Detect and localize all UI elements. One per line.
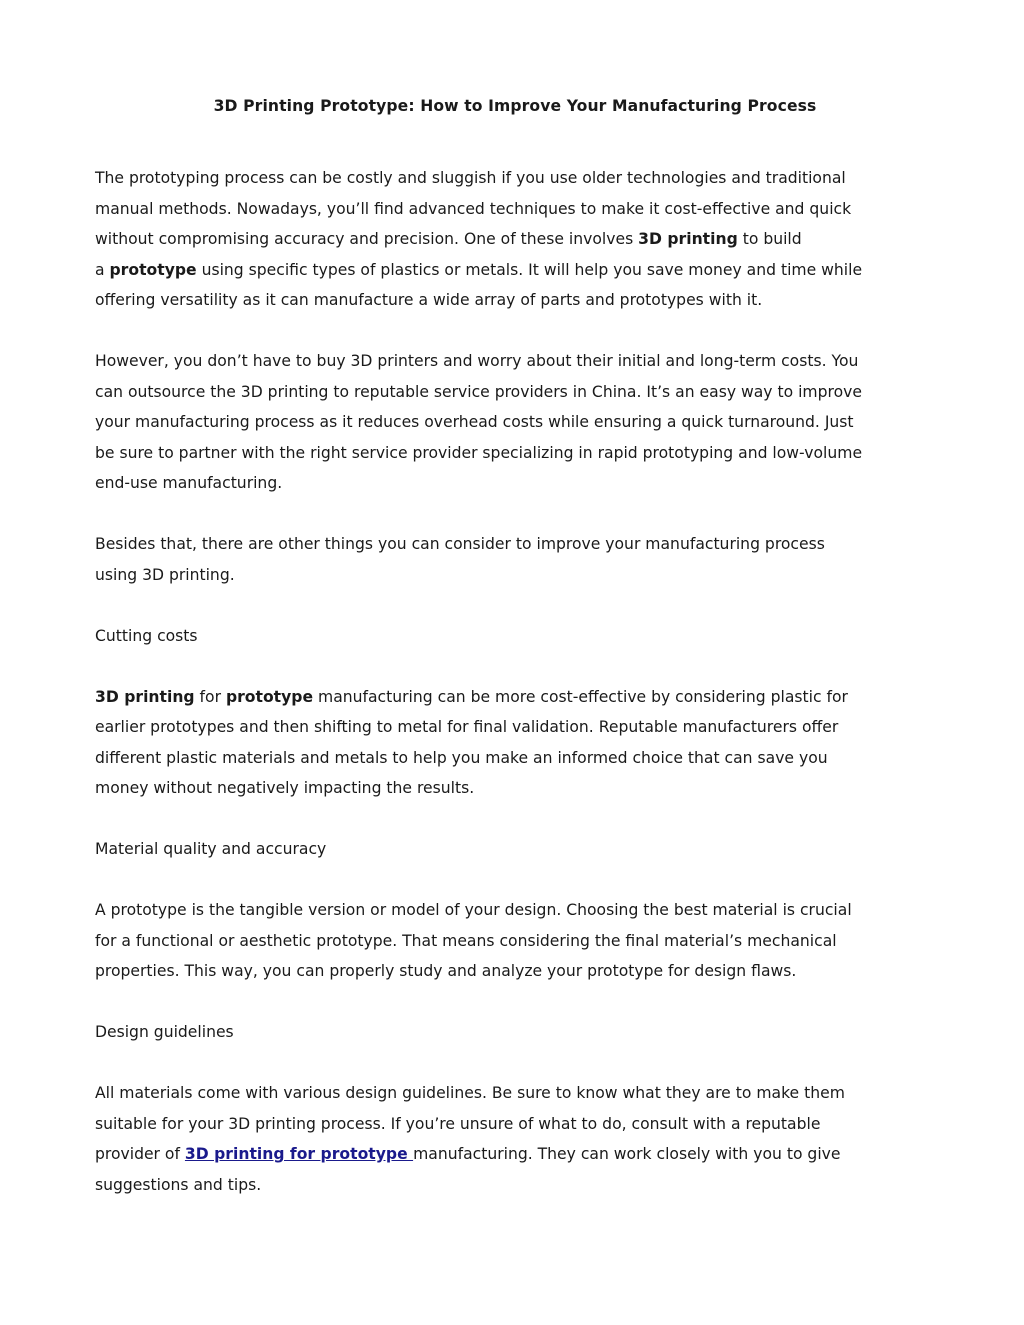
text-line: The prototyping process can be costly and sluggish if you use older technologies and traditional [95,169,846,187]
text-line [95,682,935,713]
text-segment: manufacturing can be more cost-effective by considering plastic for [313,687,848,706]
text-line: money without negatively impacting the results. [95,779,475,797]
text-segment: a [95,260,110,279]
text-segment: manufacturing. They can work closely with you to give [413,1145,841,1163]
outsourcing-paragraph [95,346,935,499]
section-heading: Cutting costs [95,626,198,645]
bold-keyword: prototype [225,687,314,706]
section-heading: Material quality and accuracy [95,840,327,858]
text-line: end-use manufacturing. [95,474,283,492]
design-guidelines-paragraph [95,1078,935,1200]
text-line: using 3D printing. [95,565,235,584]
text-line: suitable for your 3D printing process. If you’re unsure of what to do, consult with a reputable [95,1114,821,1133]
section-heading-material-quality [95,834,935,865]
text-line: for a functional or aesthetic prototype. That means considering the final material’s mechanical [95,931,837,950]
bold-keyword: prototype [109,260,197,279]
cutting-costs-paragraph [95,682,935,804]
bold-keyword: 3D printing [638,230,738,248]
section-heading-design-guidelines [95,1017,935,1048]
text-line: A prototype is the tangible version or model of your design. Choosing the best material is crucial [95,901,852,919]
text-segment: provider of [95,1145,185,1163]
text-line: different plastic materials and metals to help you make an informed choice that can save you [95,748,828,767]
text-line: All materials come with various design guidelines. Be sure to know what they are to make them [95,1084,845,1102]
text-line: properties. This way, you can properly study and analyze your prototype for design flaws. [95,962,797,980]
text-line: However, you don’t have to buy 3D printers and worry about their initial and long-term costs. You [95,352,859,370]
text-line [95,255,935,286]
text-line: earlier prototypes and then shifting to metal for final validation. Reputable manufacturers offer [95,718,839,736]
text-line: suggestions and tips. [95,1175,262,1194]
text-segment: without compromising accuracy and precision. One of these involves [95,230,639,248]
material-quality-paragraph [95,895,935,987]
text-segment: for [194,687,226,706]
text-line: offering versatility as it can manufacture a wide array of parts and prototypes with it. [95,291,763,309]
text-line: your manufacturing process as it reduces overhead costs while ensuring a quick turnaround. Just [95,413,854,431]
intro-paragraph [95,163,935,316]
3d-printing-prototype-link[interactable]: 3D printing for prototype [184,1145,414,1163]
document-title: 3D Printing Prototype: How to Improve Your Manufacturing Process [213,97,817,115]
text-segment: to build [737,230,802,248]
text-line: Besides that, there are other things you can consider to improve your manufacturing process [95,535,825,553]
text-line: be sure to partner with the right service provider specializing in rapid prototyping and low-volume [95,443,863,462]
section-heading: Design guidelines [95,1023,234,1041]
text-segment: using specific types of plastics or metals. It will help you save money and time while [196,260,863,279]
bold-keyword: 3D printing [95,687,195,706]
text-line: manual methods. Nowadays, you’ll find advanced techniques to make it cost-effective and quick [95,199,852,218]
text-line [95,224,935,255]
document-body [95,163,935,1231]
text-line [95,1139,935,1170]
section-heading-cutting-costs [95,621,935,652]
transition-paragraph [95,529,935,590]
text-line: can outsource the 3D printing to reputable service providers in China. It’s an easy way to improve [95,382,862,401]
